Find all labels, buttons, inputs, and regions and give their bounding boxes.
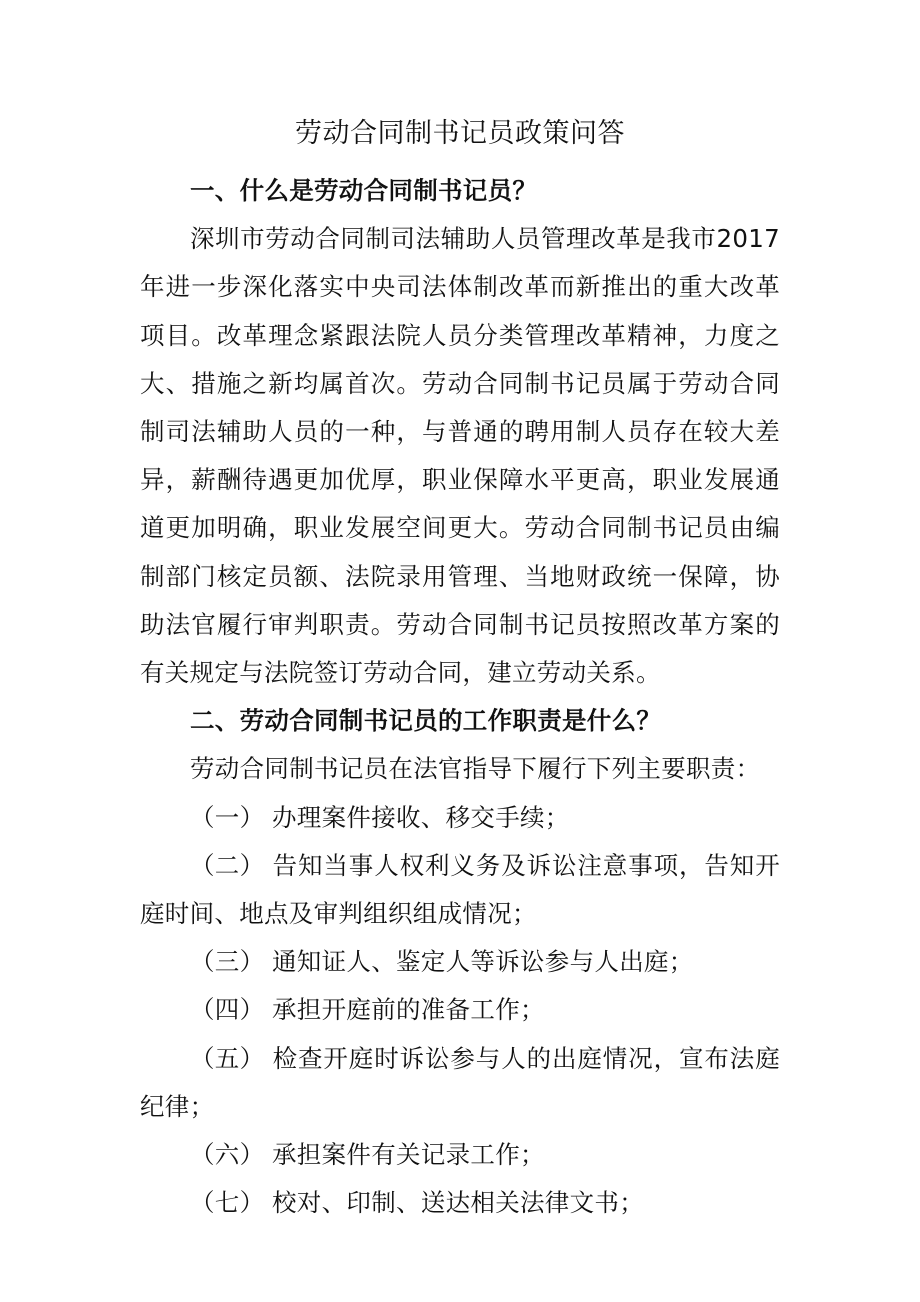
duty-item-7 xyxy=(140,1179,780,1227)
duty-item-text: 校对、印制、送达相关法律文书； xyxy=(272,1188,644,1218)
duty-item-text: 检查开庭时诉讼参与人的出庭情况，宣布法庭纪律； xyxy=(140,1043,780,1121)
duty-item-number: （六） xyxy=(190,1140,265,1170)
duty-item-4 xyxy=(140,986,780,1034)
duty-item-2 xyxy=(140,842,780,938)
duty-item-number: （一） xyxy=(190,802,265,832)
document-title: 劳动合同制书记员政策问答 xyxy=(295,118,625,149)
duty-item-number: （四） xyxy=(190,995,265,1025)
duty-item-5 xyxy=(140,1035,780,1131)
duty-item-1 xyxy=(140,794,780,842)
duty-item-6 xyxy=(140,1131,780,1179)
section-1-heading: 一、什么是劳动合同制书记员？ xyxy=(190,176,538,205)
duty-item-text: 告知当事人权利义务及诉讼注意事项，告知开庭时间、地点及审判组织组成情况； xyxy=(140,850,780,929)
duty-item-text: 办理案件接收、移交手续； xyxy=(272,802,570,832)
duty-item-number: （二） xyxy=(190,850,265,880)
section-1-body: 深圳市劳动合同制司法辅助人员管理改革是我市2017年进一步深化落实中央司法体制改革而新推出的重大改革项目。改革理念紧跟法院人员分类管理改革精神，力度之大、措施之新均属首次。劳动合同制书记员属于劳动合同制司法辅助人员的一种，与普通的聘用制人员存在较大差异，薪酬待遇更加优厚，职业保障水平更高，职业发展通道更加明确，职业发展空间更大。劳动合同制书记员由编制部门核定员额、法院录用管理、当地财政统一保障，协助法官履行审判职责。劳动合同制书记员按照改革方案的有关规定与法院签订劳动合同，建立劳动关系。 xyxy=(140,224,780,688)
document-body xyxy=(140,167,780,1227)
duty-item-number: （五） xyxy=(190,1043,265,1073)
duty-item-text: 通知证人、鉴定人等诉讼参与人出庭； xyxy=(272,947,694,977)
duty-item-text: 承担开庭前的准备工作； xyxy=(272,995,545,1025)
duty-item-text: 承担案件有关记录工作； xyxy=(272,1140,545,1170)
duty-item-number: （七） xyxy=(190,1188,265,1218)
duty-item-3 xyxy=(140,938,780,986)
section-2-intro: 劳动合同制书记员在法官指导下履行下列主要职责： xyxy=(190,754,761,784)
duty-item-number: （三） xyxy=(190,947,265,977)
section-2-heading: 二、劳动合同制书记员的工作职责是什么？ xyxy=(190,706,662,736)
